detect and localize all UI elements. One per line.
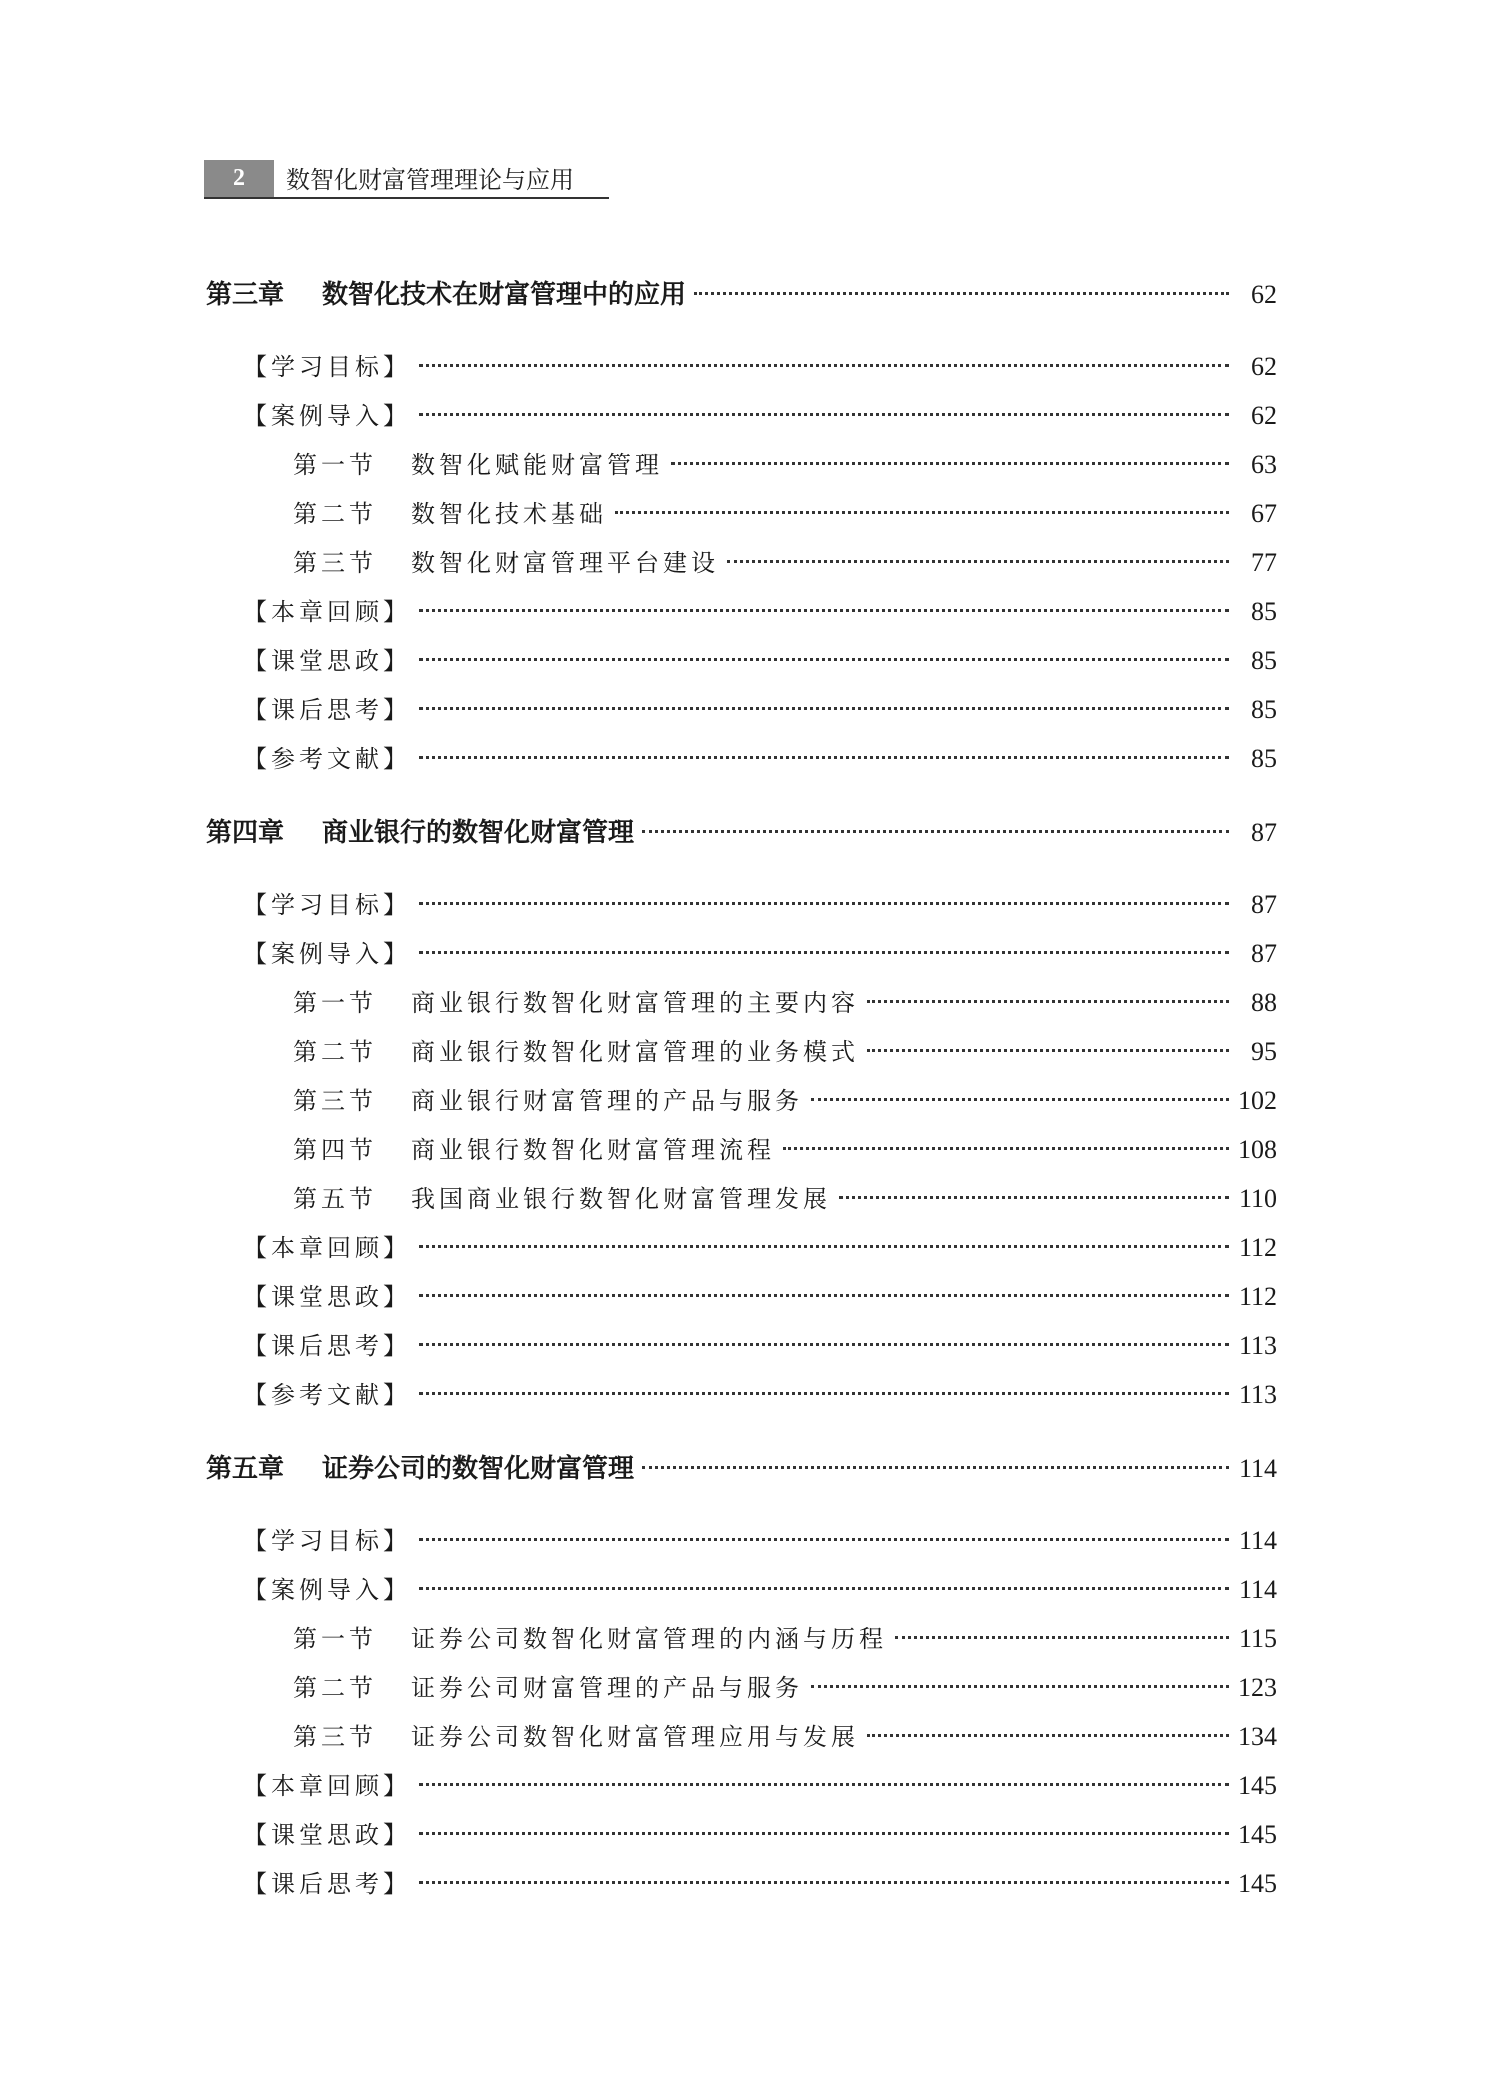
toc-section — [206, 494, 1277, 543]
toc-item — [206, 885, 1277, 934]
entry-page: 114 — [1238, 1454, 1277, 1483]
entry-number: 第一节 — [293, 451, 377, 479]
entry-number: 第二节 — [293, 1038, 377, 1066]
entry-page: 62 — [1251, 352, 1277, 381]
dot-leader — [419, 658, 1229, 661]
entry-page: 114 — [1238, 1575, 1277, 1604]
entry-page: 63 — [1251, 450, 1277, 479]
toc-item — [206, 1375, 1277, 1424]
toc-item — [206, 1228, 1277, 1277]
entry-page: 115 — [1238, 1624, 1277, 1653]
entry-title: 证券公司数智化财富管理的内涵与历程 — [411, 1625, 887, 1653]
entry-title: 数智化财富管理平台建设 — [411, 549, 719, 577]
entry-title: 【参考文献】 — [243, 1381, 411, 1409]
dot-leader — [419, 1294, 1229, 1297]
entry-page: 87 — [1251, 818, 1277, 847]
entry-page: 102 — [1238, 1086, 1277, 1115]
entry-title: 【课堂思政】 — [243, 1821, 411, 1849]
entry-title: 【课后思考】 — [243, 696, 411, 724]
entry-title: 数智化技术在财富管理中的应用 — [322, 280, 687, 310]
toc-chapter — [206, 812, 1277, 861]
dot-leader — [419, 902, 1229, 905]
toc-section — [206, 1668, 1277, 1717]
entry-title: 【案例导入】 — [243, 940, 411, 968]
dot-leader — [727, 560, 1229, 563]
dot-leader — [419, 1538, 1229, 1541]
entry-title: 【案例导入】 — [243, 1576, 411, 1604]
entry-number: 第一节 — [293, 989, 377, 1017]
toc-item — [206, 1570, 1277, 1619]
dot-leader — [671, 462, 1229, 465]
entry-page: 112 — [1238, 1282, 1277, 1311]
running-header — [204, 160, 609, 199]
toc-section — [206, 983, 1277, 1032]
entry-page: 145 — [1238, 1771, 1277, 1800]
entry-title: 【本章回顾】 — [243, 1234, 411, 1262]
toc-item — [206, 739, 1277, 788]
entry-page: 77 — [1251, 548, 1277, 577]
dot-leader — [419, 1245, 1229, 1248]
entry-title: 数智化技术基础 — [411, 500, 607, 528]
entry-number: 第五节 — [293, 1185, 377, 1213]
entry-page: 62 — [1251, 401, 1277, 430]
toc-item — [206, 1326, 1277, 1375]
entry-title: 【课后思考】 — [243, 1332, 411, 1360]
entry-title: 【课后思考】 — [243, 1870, 411, 1898]
dot-leader — [419, 951, 1229, 954]
entry-page: 113 — [1238, 1380, 1277, 1409]
entry-number: 第二节 — [293, 1674, 377, 1702]
entry-title: 【本章回顾】 — [243, 1772, 411, 1800]
entry-page: 113 — [1238, 1331, 1277, 1360]
entry-title: 证券公司财富管理的产品与服务 — [411, 1674, 803, 1702]
dot-leader — [419, 1783, 1229, 1786]
entry-page: 114 — [1238, 1526, 1277, 1555]
entry-number: 第三节 — [293, 1087, 377, 1115]
toc-section — [206, 1619, 1277, 1668]
dot-leader — [419, 1832, 1229, 1835]
entry-title: 商业银行财富管理的产品与服务 — [411, 1087, 803, 1115]
entry-title: 证券公司数智化财富管理应用与发展 — [411, 1723, 859, 1751]
dot-leader — [419, 609, 1229, 612]
dot-leader — [419, 1392, 1229, 1395]
dot-leader — [419, 707, 1229, 710]
dot-leader — [783, 1147, 1229, 1150]
table-of-contents — [206, 274, 1277, 1913]
toc-item — [206, 1766, 1277, 1815]
dot-leader — [615, 511, 1229, 514]
entry-page: 85 — [1251, 695, 1277, 724]
entry-title: 【案例导入】 — [243, 402, 411, 430]
toc-item — [206, 592, 1277, 641]
entry-page: 88 — [1251, 988, 1277, 1017]
entry-title: 数智化赋能财富管理 — [411, 451, 663, 479]
entry-page: 108 — [1238, 1135, 1277, 1164]
entry-number: 第一节 — [293, 1625, 377, 1653]
entry-page: 85 — [1251, 646, 1277, 675]
entry-title: 商业银行数智化财富管理流程 — [411, 1136, 775, 1164]
toc-chapter — [206, 274, 1277, 323]
entry-page: 110 — [1238, 1184, 1277, 1213]
toc-item — [206, 934, 1277, 983]
page-number: 2 — [204, 160, 274, 197]
dot-leader — [867, 1049, 1229, 1052]
dot-leader — [419, 1587, 1229, 1590]
entry-title: 【课堂思政】 — [243, 1283, 411, 1311]
dot-leader — [694, 292, 1229, 295]
entry-number: 第五章 — [206, 1454, 285, 1484]
toc-item — [206, 396, 1277, 445]
toc-section — [206, 1130, 1277, 1179]
entry-title: 商业银行数智化财富管理的主要内容 — [411, 989, 859, 1017]
dot-leader — [867, 1000, 1229, 1003]
entry-page: 112 — [1238, 1233, 1277, 1262]
entry-number: 第二节 — [293, 500, 377, 528]
entry-page: 123 — [1238, 1673, 1277, 1702]
toc-item — [206, 1815, 1277, 1864]
toc-section — [206, 1081, 1277, 1130]
dot-leader — [419, 413, 1229, 416]
dot-leader — [839, 1196, 1229, 1199]
toc-section — [206, 445, 1277, 494]
toc-item — [206, 1864, 1277, 1913]
entry-page: 87 — [1251, 939, 1277, 968]
entry-number: 第四节 — [293, 1136, 377, 1164]
entry-page: 95 — [1251, 1037, 1277, 1066]
entry-title: 【参考文献】 — [243, 745, 411, 773]
entry-page: 134 — [1238, 1722, 1277, 1751]
entry-page: 85 — [1251, 744, 1277, 773]
toc-section — [206, 543, 1277, 592]
toc-section — [206, 1179, 1277, 1228]
entry-title: 商业银行数智化财富管理的业务模式 — [411, 1038, 859, 1066]
dot-leader — [419, 1881, 1229, 1884]
entry-title: 证券公司的数智化财富管理 — [322, 1454, 635, 1484]
toc-item — [206, 347, 1277, 396]
dot-leader — [811, 1685, 1229, 1688]
toc-item — [206, 1277, 1277, 1326]
entry-title: 【课堂思政】 — [243, 647, 411, 675]
entry-title: 【学习目标】 — [243, 1527, 411, 1555]
entry-page: 145 — [1238, 1820, 1277, 1849]
toc-item — [206, 1521, 1277, 1570]
entry-title: 【学习目标】 — [243, 891, 411, 919]
toc-chapter — [206, 1448, 1277, 1497]
toc-section — [206, 1032, 1277, 1081]
entry-title: 商业银行的数智化财富管理 — [322, 818, 635, 848]
dot-leader — [419, 1343, 1229, 1346]
entry-number: 第三节 — [293, 549, 377, 577]
entry-page: 87 — [1251, 890, 1277, 919]
entry-title: 【学习目标】 — [243, 353, 411, 381]
dot-leader — [642, 1466, 1229, 1469]
entry-title: 我国商业银行数智化财富管理发展 — [411, 1185, 831, 1213]
entry-page: 145 — [1238, 1869, 1277, 1898]
book-title: 数智化财富管理理论与应用 — [286, 166, 574, 194]
toc-item — [206, 641, 1277, 690]
dot-leader — [895, 1636, 1229, 1639]
entry-page: 67 — [1251, 499, 1277, 528]
dot-leader — [419, 364, 1229, 367]
entry-page: 62 — [1251, 280, 1277, 309]
dot-leader — [811, 1098, 1229, 1101]
dot-leader — [867, 1734, 1229, 1737]
dot-leader — [642, 830, 1229, 833]
entry-title: 【本章回顾】 — [243, 598, 411, 626]
entry-page: 85 — [1251, 597, 1277, 626]
entry-number: 第三节 — [293, 1723, 377, 1751]
entry-number: 第四章 — [206, 818, 285, 848]
toc-section — [206, 1717, 1277, 1766]
toc-item — [206, 690, 1277, 739]
dot-leader — [419, 756, 1229, 759]
entry-number: 第三章 — [206, 280, 285, 310]
